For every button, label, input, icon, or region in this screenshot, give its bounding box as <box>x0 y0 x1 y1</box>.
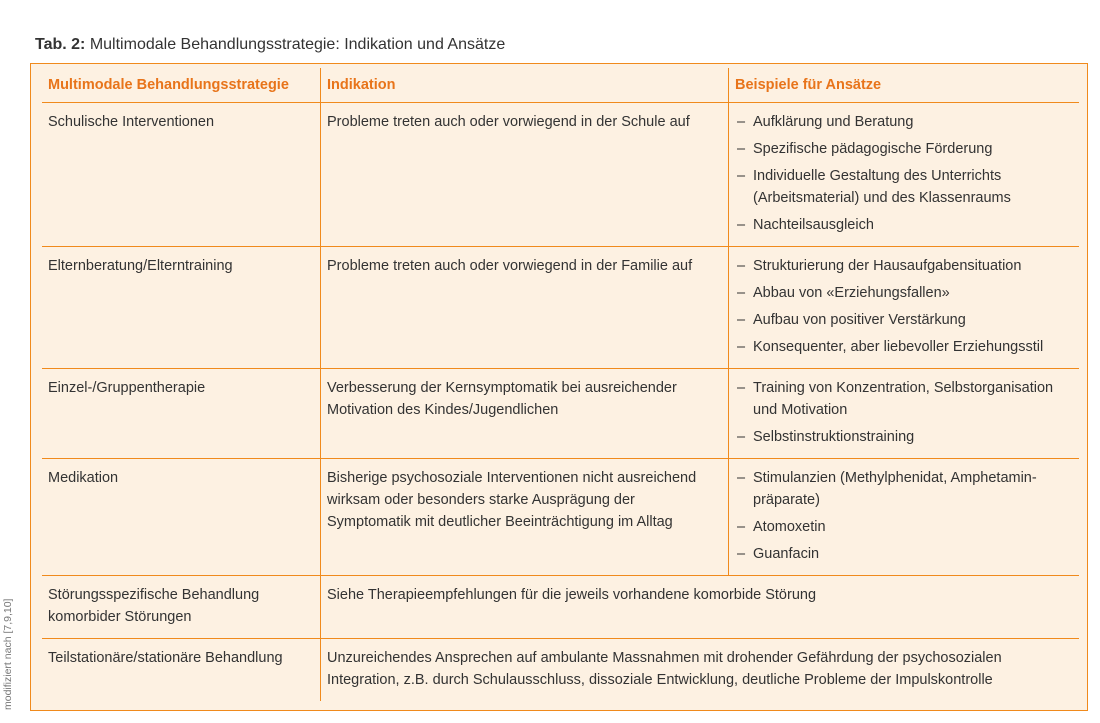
strategy-cell: Schulische Interventionen <box>48 114 215 130</box>
approach-item: – Selbstinstruktionstraining <box>735 426 1073 448</box>
indication-cell: Bisherige psychosoziale Interventionen nicht ausreichend wirksam oder besonders starke Ausprägung der Symptomatik mit deutlicher Beeinträchtigung im Alltag <box>320 459 728 575</box>
strategy-cell: Teilstationäre/stationäre Behandlung <box>48 650 283 666</box>
approach-item: – Individuelle Gestaltung des Unterrichts (Arbeitsmaterial) und des Klassenraums <box>735 165 1073 209</box>
table-panel <box>30 63 1088 711</box>
approach-item: – Konsequenter, aber liebevoller Erziehungsstil <box>735 336 1073 358</box>
table-row-medication <box>42 459 1079 576</box>
approaches-list <box>735 377 1073 448</box>
indication-cell: Unzureichendes Ansprechen auf ambulante Massnahmen mit drohender Gefährdung der psychosozialen Integration, z.B. durch Schulausschluss, dissoziale Entwicklung, deutliche Probleme der Impulskontrolle <box>320 639 1079 701</box>
approach-item: – Aufklärung und Beratung <box>735 111 1073 133</box>
table-row-comorbid <box>42 576 1079 639</box>
table-caption-label: Tab. 2: <box>35 36 86 53</box>
source-note: modifiziert nach [7,9,10] <box>2 598 14 710</box>
indication-cell: Siehe Therapieempfehlungen für die jeweils vorhandene komorbide Störung <box>320 576 1079 638</box>
approach-item: – Strukturierung der Hausaufgabensituation <box>735 255 1073 277</box>
header-strategy: Multimodale Behandlungsstrategie <box>48 77 289 93</box>
strategy-cell: Medikation <box>48 470 119 486</box>
table-row-inpatient <box>42 639 1079 701</box>
strategy-cell: Einzel-/Gruppentherapie <box>48 380 206 396</box>
table-row-school <box>42 103 1079 247</box>
approaches-cell <box>728 369 1079 458</box>
strategy-cell: Elternberatung/Elterntraining <box>48 258 233 274</box>
indication-cell: Verbesserung der Kernsymptomatik bei ausreichender Motivation des Kindes/Jugendlichen <box>320 369 728 458</box>
approaches-list <box>735 255 1073 358</box>
indication-cell: Probleme treten auch oder vorwiegend in der Familie auf <box>320 247 728 368</box>
table-header-row <box>42 68 1079 103</box>
table-row-parents <box>42 247 1079 369</box>
table-caption <box>35 36 505 54</box>
approaches-list <box>735 111 1073 236</box>
approaches-cell <box>728 103 1079 246</box>
approach-item: – Nachteilsausgleich <box>735 214 1073 236</box>
approaches-cell <box>728 247 1079 368</box>
header-indication: Indikation <box>320 68 728 102</box>
header-approaches: Beispiele für Ansätze <box>728 68 1079 102</box>
strategy-table <box>42 68 1079 701</box>
approach-item: – Stimulanzien (Methylphenidat, Amphetaminpräparate) <box>735 467 1073 511</box>
table-caption-text: Multimodale Behandlungsstrategie: Indikation und Ansätze <box>89 36 506 53</box>
approaches-list <box>735 467 1073 565</box>
approach-item: – Spezifische pädagogische Förderung <box>735 138 1073 160</box>
approach-item: – Atomoxetin <box>735 516 1073 538</box>
approach-item: – Guanfacin <box>735 543 1073 565</box>
indication-cell: Probleme treten auch oder vorwiegend in der Schule auf <box>320 103 728 246</box>
approach-item: – Training von Konzentration, Selbstorganisation und Motivation <box>735 377 1073 421</box>
approach-item: – Abbau von «Erziehungsfallen» <box>735 282 1073 304</box>
approaches-cell <box>728 459 1079 575</box>
table-row-therapy <box>42 369 1079 459</box>
strategy-cell: Störungsspezifische Behandlung komorbider Störungen <box>48 587 260 625</box>
approach-item: – Aufbau von positiver Verstärkung <box>735 309 1073 331</box>
